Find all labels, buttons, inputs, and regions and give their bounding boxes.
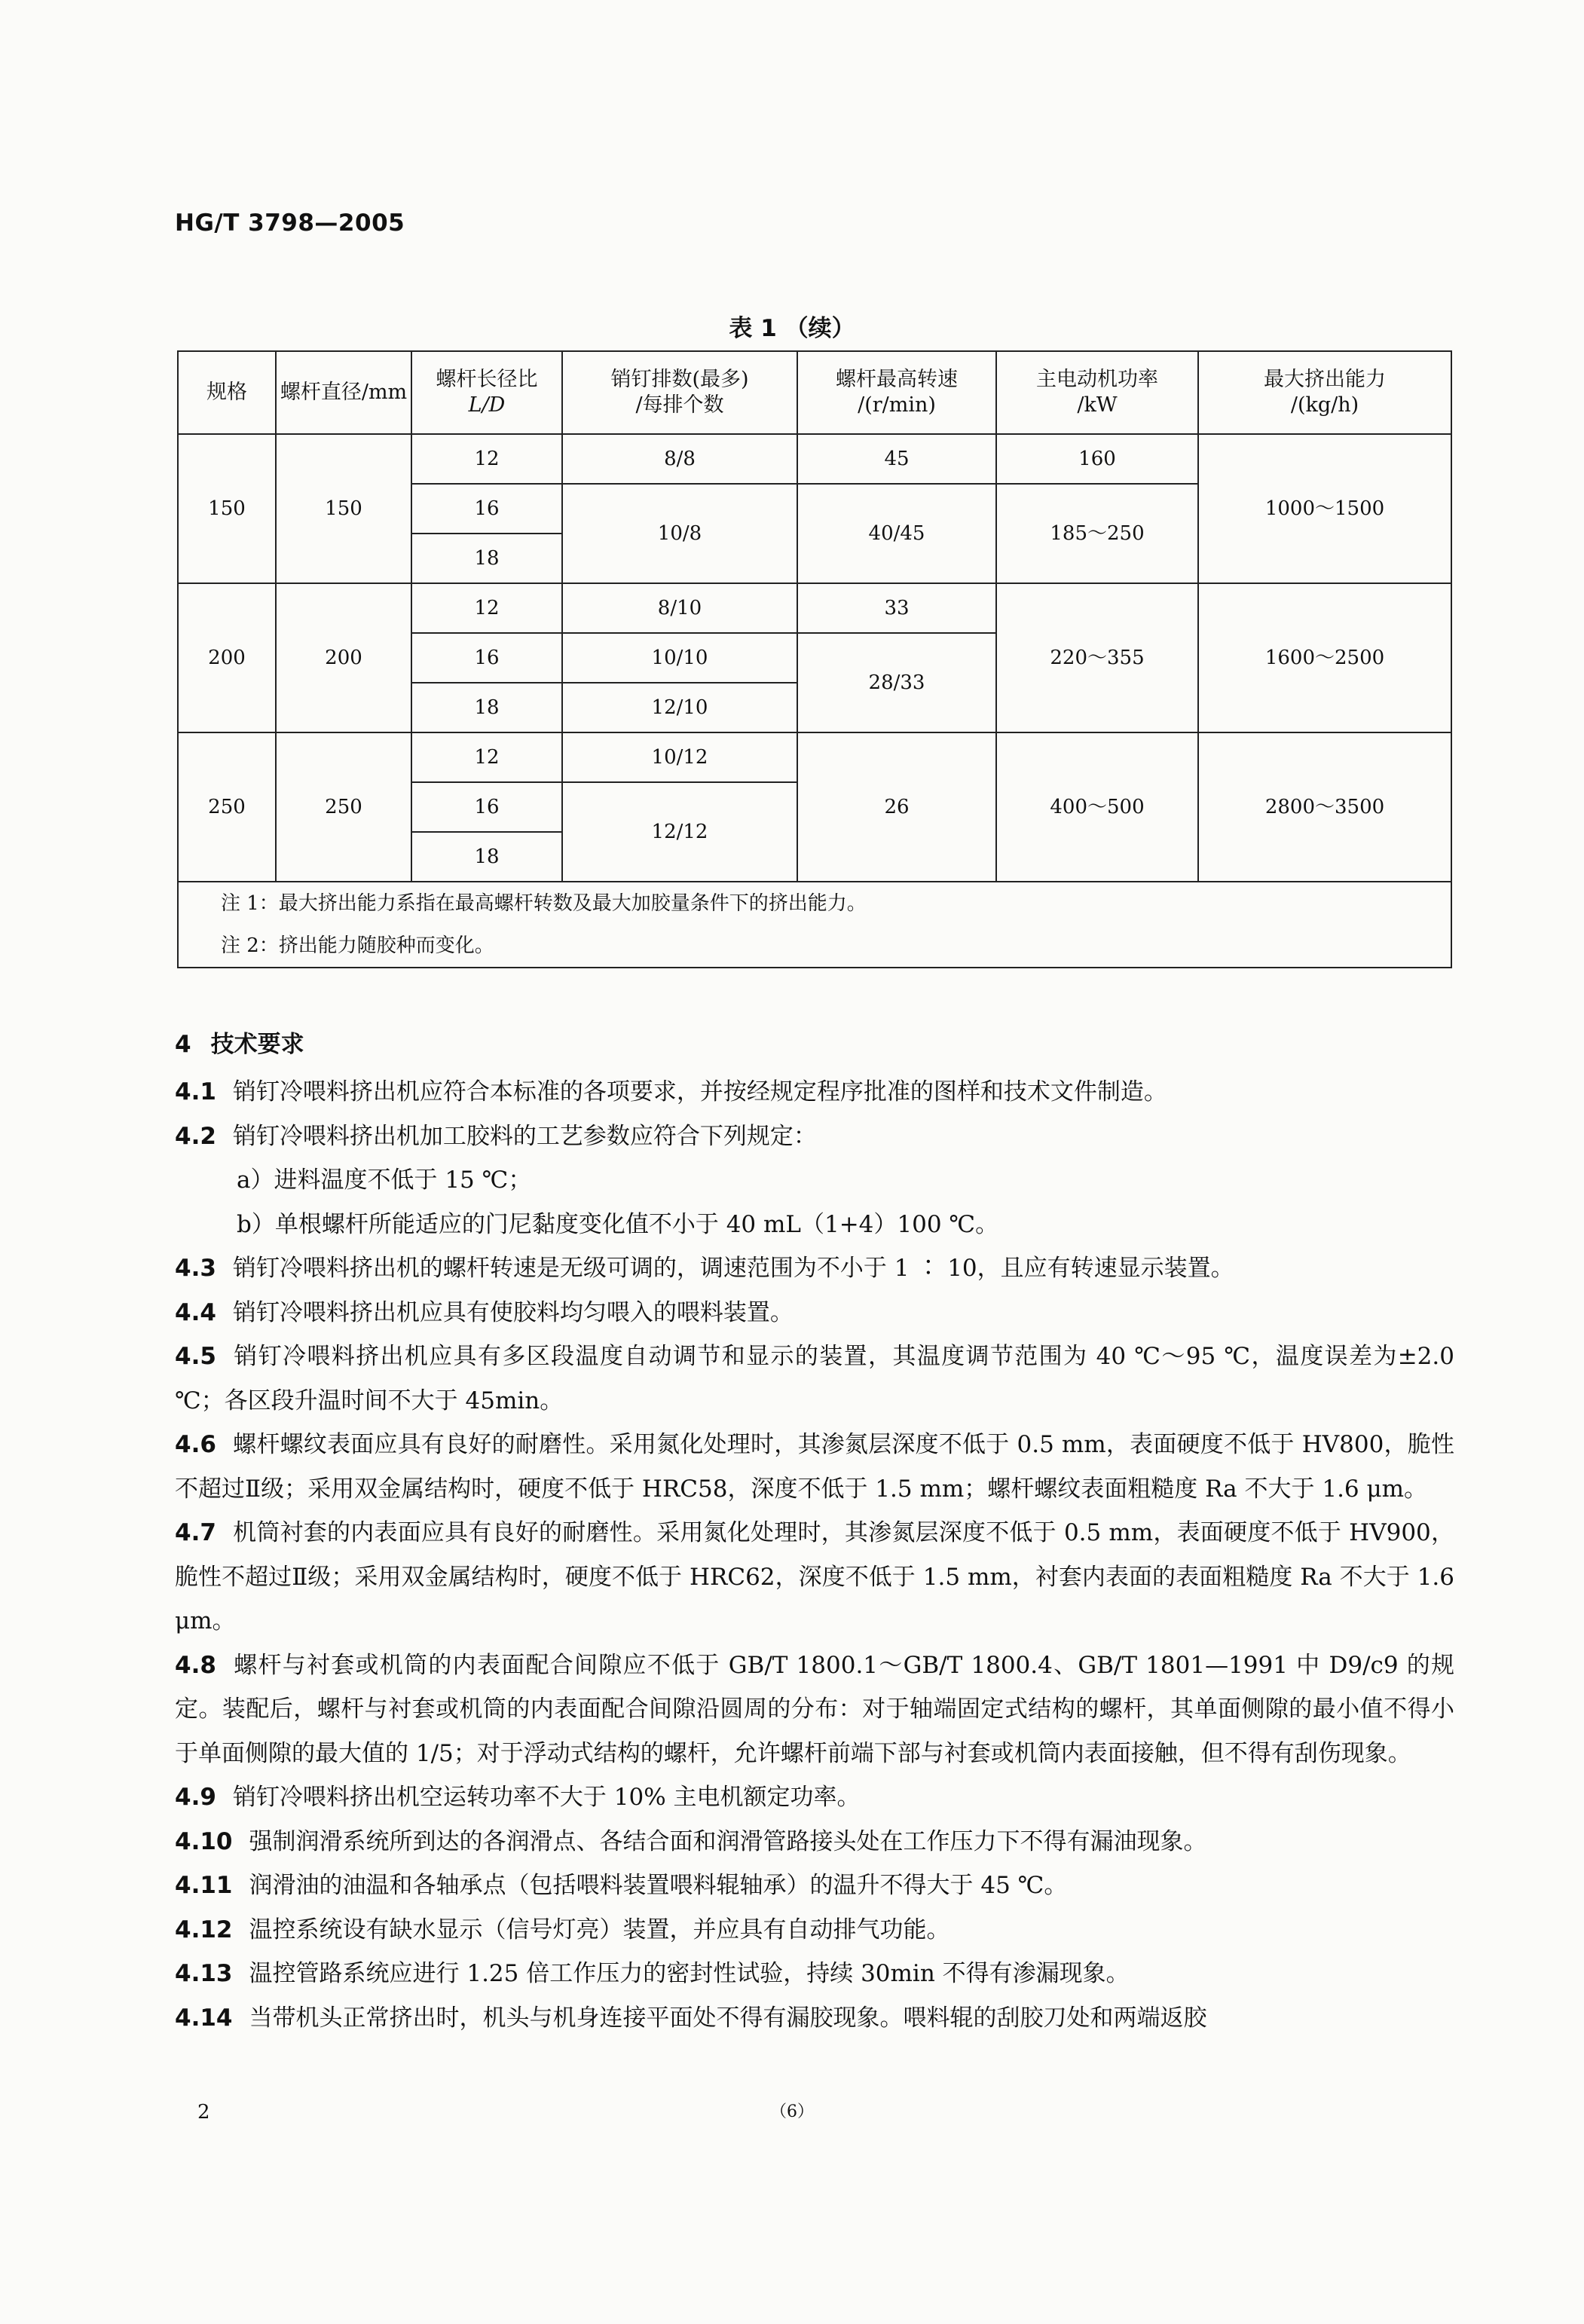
clause — [175, 1775, 1454, 1820]
section-heading — [175, 1025, 304, 1059]
clause-text: 螺杆螺纹表面应具有良好的耐磨性。采用氮化处理时，其渗氮层深度不低于 0.5 mm，表面硬度不低于 HV800，脆性不超过Ⅱ级；采用双金属结构时，硬度不低于 HRC58，深度不低于 1.5 mm；螺杆螺纹表面粗糙度 Ra 不大于 1.6 μm。 — [175, 1431, 1454, 1503]
cell-ld: 16 — [411, 633, 562, 683]
clause-number: 4.10 — [175, 1827, 233, 1855]
cell-ld: 18 — [411, 534, 562, 583]
section-number: 4 — [175, 1031, 191, 1058]
clause — [175, 1070, 1454, 1115]
spec-table — [177, 350, 1452, 968]
cell-spec: 200 — [178, 583, 276, 732]
clause-number: 4.6 — [175, 1431, 216, 1458]
clause-number: 4.4 — [175, 1298, 216, 1326]
cell-diameter: 150 — [276, 434, 411, 583]
col-header: 螺杆最高转速 /(r/min) — [797, 351, 996, 434]
clause-text: 销钉冷喂料挤出机的螺杆转速是无级可调的，调速范围为不小于 1 ∶ 10，且应有转速显示装置。 — [232, 1255, 1234, 1282]
table-note-row — [178, 882, 1451, 925]
clause-number: 4.9 — [175, 1784, 216, 1811]
table-note-row — [178, 925, 1451, 968]
clause — [175, 1291, 1454, 1335]
cell-capacity: 1600～2500 — [1198, 583, 1451, 732]
cell-ld: 16 — [411, 484, 562, 534]
cell-diameter: 200 — [276, 583, 411, 732]
clause-text: 销钉冷喂料挤出机空运转功率不大于 10% 主电机额定功率。 — [232, 1784, 861, 1811]
cell-speed: 26 — [797, 732, 996, 882]
cell-capacity: 1000～1500 — [1198, 434, 1451, 583]
cell-spec: 250 — [178, 732, 276, 882]
cell-diameter: 250 — [276, 732, 411, 882]
clause-text: 温控管路系统应进行 1.25 倍工作压力的密封性试验，持续 30min 不得有渗漏现象。 — [249, 1960, 1130, 1987]
clause — [175, 1820, 1454, 1864]
clause-text: 销钉冷喂料挤出机应具有多区段温度自动调节和显示的装置，其温度调节范围为 40 ℃～95 ℃，温度误差为±2.0 ℃；各区段升温时间不大于 45min。 — [175, 1343, 1454, 1414]
clause — [175, 1115, 1454, 1159]
cell-pins: 12/10 — [562, 683, 797, 732]
cell-power: 185～250 — [996, 484, 1198, 583]
cell-capacity: 2800～3500 — [1198, 732, 1451, 882]
page-sequence: （6） — [770, 2102, 814, 2121]
clause-text: 温控系统设有缺水显示（信号灯亮）装置，并应具有自动排气功能。 — [249, 1916, 950, 1943]
cell-pins: 10/12 — [562, 732, 797, 782]
clause-number: 4.13 — [175, 1960, 233, 1987]
cell-pins: 8/8 — [562, 434, 797, 484]
cell-pins: 12/12 — [562, 782, 797, 882]
clause-number: 4.7 — [175, 1519, 216, 1546]
clause-text: 螺杆与衬套或机筒的内表面配合间隙应不低于 GB/T 1800.1～GB/T 1800.4、GB/T 1801—1991 中 D9/c9 的规定。装配后，螺杆与衬套或机筒的内表面配合间隙沿圆周的分布：对于轴端固定式结构的螺杆，其单面侧隙的最小值不得小于单面侧隙的最大值的 1/5；对于浮动式结构的螺杆，允许螺杆前端下部与衬套或机筒内表面接触，但不得有刮伤现象。 — [175, 1651, 1454, 1767]
table-row — [178, 732, 1451, 782]
col-header: 螺杆长径比 L/D — [411, 351, 562, 434]
clause-text: 润滑油的油温和各轴承点（包括喂料装置喂料辊轴承）的温升不得大于 45 ℃。 — [249, 1872, 1068, 1899]
section-title-text: 技术要求 — [210, 1031, 304, 1058]
cell-speed: 40/45 — [797, 484, 996, 583]
clause-text: 销钉冷喂料挤出机应符合本标准的各项要求，并按经规定程序批准的图样和技术文件制造。 — [232, 1078, 1167, 1105]
cell-ld: 18 — [411, 832, 562, 882]
clause-text: 当带机头正常挤出时，机头与机身连接平面处不得有漏胶现象。喂料辊的刮胶刀处和两端返胶 — [249, 2004, 1207, 2032]
table-note: 注 2：挤出能力随胶种而变化。 — [178, 925, 1451, 968]
clause-text: b）单根螺杆所能适应的门尼黏度变化值不小于 40 mL（1+4）100 ℃。 — [237, 1210, 999, 1238]
clause-item — [175, 1203, 1454, 1247]
cell-speed: 33 — [797, 583, 996, 633]
clause — [175, 1335, 1454, 1423]
table-caption: 表 1 （续） — [729, 315, 855, 342]
table-note: 注 1：最大挤出能力系指在最高螺杆转数及最大加胶量条件下的挤出能力。 — [178, 882, 1451, 925]
cell-speed: 45 — [797, 434, 996, 484]
clause-text: 机筒衬套的内表面应具有良好的耐磨性。采用氮化处理时，其渗氮层深度不低于 0.5 mm，表面硬度不低于 HV900，脆性不超过Ⅱ级；采用双金属结构时，硬度不低于 HRC62，深度不低于 1.5 mm，衬套内表面的表面粗糙度 Ra 不大于 1.6 μm。 — [175, 1519, 1454, 1634]
cell-power: 160 — [996, 434, 1198, 484]
table-row — [178, 583, 1451, 633]
clauses-body — [175, 1070, 1454, 2040]
col-header: 销钉排数(最多) /每排个数 — [562, 351, 797, 434]
clause-text: a）进料温度不低于 15 ℃； — [237, 1167, 532, 1194]
cell-ld: 12 — [411, 732, 562, 782]
clause — [175, 1864, 1454, 1908]
cell-ld: 12 — [411, 434, 562, 484]
cell-ld: 12 — [411, 583, 562, 633]
cell-pins: 10/10 — [562, 633, 797, 683]
col-header: 规格 — [178, 351, 276, 434]
clause-text: 销钉冷喂料挤出机加工胶料的工艺参数应符合下列规定： — [232, 1122, 817, 1150]
clause — [175, 1952, 1454, 1996]
cell-ld: 18 — [411, 683, 562, 732]
standard-code: HG/T 3798—2005 — [175, 209, 405, 237]
cell-ld: 16 — [411, 782, 562, 832]
page-number: 2 — [197, 2101, 210, 2124]
clause-item — [175, 1158, 1454, 1203]
clause-number: 4.14 — [175, 2004, 233, 2032]
cell-spec: 150 — [178, 434, 276, 583]
clause-number: 4.1 — [175, 1078, 216, 1105]
clause-text: 强制润滑系统所到达的各润滑点、各结合面和润滑管路接头处在工作压力下不得有漏油现象。 — [249, 1827, 1207, 1855]
clause — [175, 1908, 1454, 1952]
cell-pins: 10/8 — [562, 484, 797, 583]
clause — [175, 1996, 1454, 2041]
clause-number: 4.2 — [175, 1122, 216, 1150]
clause-number: 4.3 — [175, 1255, 216, 1282]
clause-number: 4.8 — [175, 1651, 216, 1679]
cell-pins: 8/10 — [562, 583, 797, 633]
table-row — [178, 434, 1451, 484]
clause — [175, 1644, 1454, 1776]
clause — [175, 1423, 1454, 1511]
clause-number: 4.12 — [175, 1916, 233, 1943]
clause-number: 4.11 — [175, 1872, 233, 1899]
cell-power: 400～500 — [996, 732, 1198, 882]
col-header: 螺杆直径/mm — [276, 351, 411, 434]
cell-power: 220～355 — [996, 583, 1198, 732]
col-header: 主电动机功率 /kW — [996, 351, 1198, 434]
table-header-row — [178, 351, 1451, 434]
clause-number: 4.5 — [175, 1343, 216, 1370]
clause-text: 销钉冷喂料挤出机应具有使胶料均匀喂入的喂料装置。 — [232, 1298, 794, 1326]
col-header: 最大挤出能力 /(kg/h) — [1198, 351, 1451, 434]
clause — [175, 1246, 1454, 1291]
cell-speed: 28/33 — [797, 633, 996, 732]
clause — [175, 1511, 1454, 1644]
